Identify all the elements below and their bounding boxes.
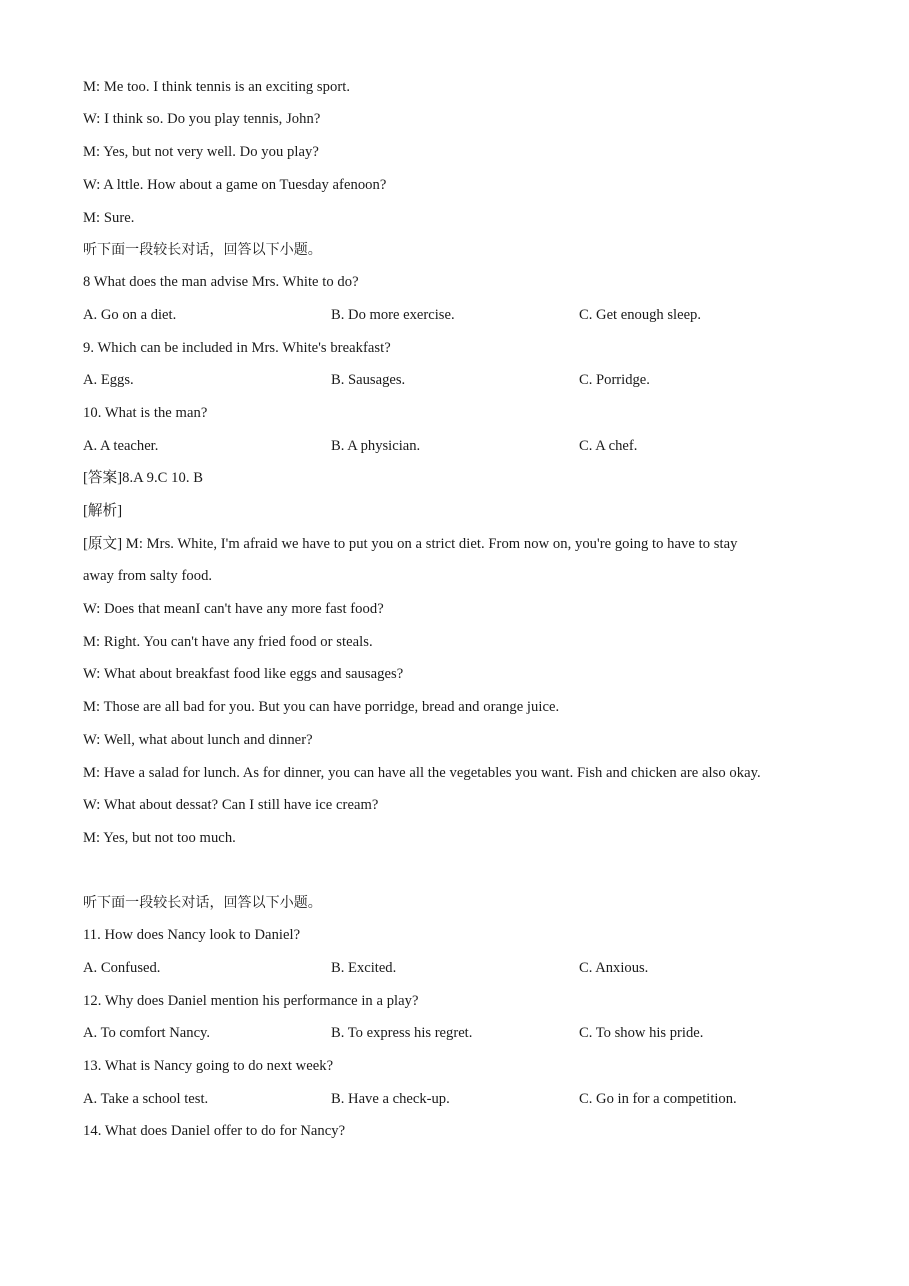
- option-b: B. Sausages.: [331, 372, 406, 388]
- analysis-label: [解析]: [83, 503, 123, 519]
- option-a: A. A teacher.: [83, 438, 159, 454]
- question-stem: 12. Why does Daniel mention his performance in a play?: [83, 993, 419, 1009]
- question-stem: 11. How does Nancy look to Daniel?: [83, 927, 301, 943]
- option-a: A. Take a school test.: [83, 1091, 209, 1107]
- option-a: A. Go on a diet.: [83, 307, 177, 323]
- option-b: B. A physician.: [331, 438, 421, 454]
- option-a: A. Eggs.: [83, 372, 134, 388]
- section-instruction: 听下面一段较长对话，回答以下小题。: [83, 895, 322, 911]
- answer-key: [答案]8.A 9.C 10. B: [83, 470, 204, 486]
- option-a: A. To comfort Nancy.: [83, 1025, 211, 1041]
- option-b: B. Do more exercise.: [331, 307, 455, 323]
- transcript-line: away from salty food.: [83, 568, 213, 584]
- dialogue-line: W: A lttle. How about a game on Tuesday afenoon?: [83, 177, 387, 193]
- option-c: C. Go in for a competition.: [579, 1091, 737, 1107]
- dialogue-line: M: Sure.: [83, 210, 135, 226]
- question-stem: 9. Which can be included in Mrs. White's breakfast?: [83, 340, 391, 356]
- option-c: C. Get enough sleep.: [579, 307, 701, 323]
- option-a: A. Confused.: [83, 960, 161, 976]
- option-b: B. Excited.: [331, 960, 397, 976]
- transcript-line: W: What about breakfast food like eggs and sausages?: [83, 666, 404, 682]
- question-stem: 13. What is Nancy going to do next week?: [83, 1058, 334, 1074]
- transcript-line: M: Yes, but not too much.: [83, 830, 236, 846]
- transcript-line: M: Those are all bad for you. But you can have porridge, bread and orange juice.: [83, 699, 560, 715]
- option-b: B. To express his regret.: [331, 1025, 473, 1041]
- option-b: B. Have a check-up.: [331, 1091, 450, 1107]
- transcript-line: M: Right. You can't have any fried food or steals.: [83, 634, 373, 650]
- question-stem: 14. What does Daniel offer to do for Nancy?: [83, 1123, 346, 1139]
- transcript-line: W: What about dessat? Can I still have ice cream?: [83, 797, 379, 813]
- transcript-line: W: Well, what about lunch and dinner?: [83, 732, 313, 748]
- dialogue-line: M: Me too. I think tennis is an exciting sport.: [83, 79, 351, 95]
- option-c: C. Anxious.: [579, 960, 649, 976]
- question-stem: 8 What does the man advise Mrs. White to do?: [83, 274, 359, 290]
- option-c: C. Porridge.: [579, 372, 650, 388]
- question-stem: 10. What is the man?: [83, 405, 208, 421]
- option-c: C. To show his pride.: [579, 1025, 704, 1041]
- dialogue-line: W: I think so. Do you play tennis, John?: [83, 111, 321, 127]
- section-instruction: 听下面一段较长对话，回答以下小题。: [83, 242, 322, 258]
- transcript-line: W: Does that meanI can't have any more fast food?: [83, 601, 384, 617]
- dialogue-line: M: Yes, but not very well. Do you play?: [83, 144, 319, 160]
- transcript-line: [原文] M: Mrs. White, I'm afraid we have to put you on a strict diet. From now on, you're going to have to stay: [83, 536, 738, 552]
- transcript-line: M: Have a salad for lunch. As for dinner, you can have all the vegetables you want. Fish and chicken are also okay.: [83, 765, 761, 781]
- option-c: C. A chef.: [579, 438, 638, 454]
